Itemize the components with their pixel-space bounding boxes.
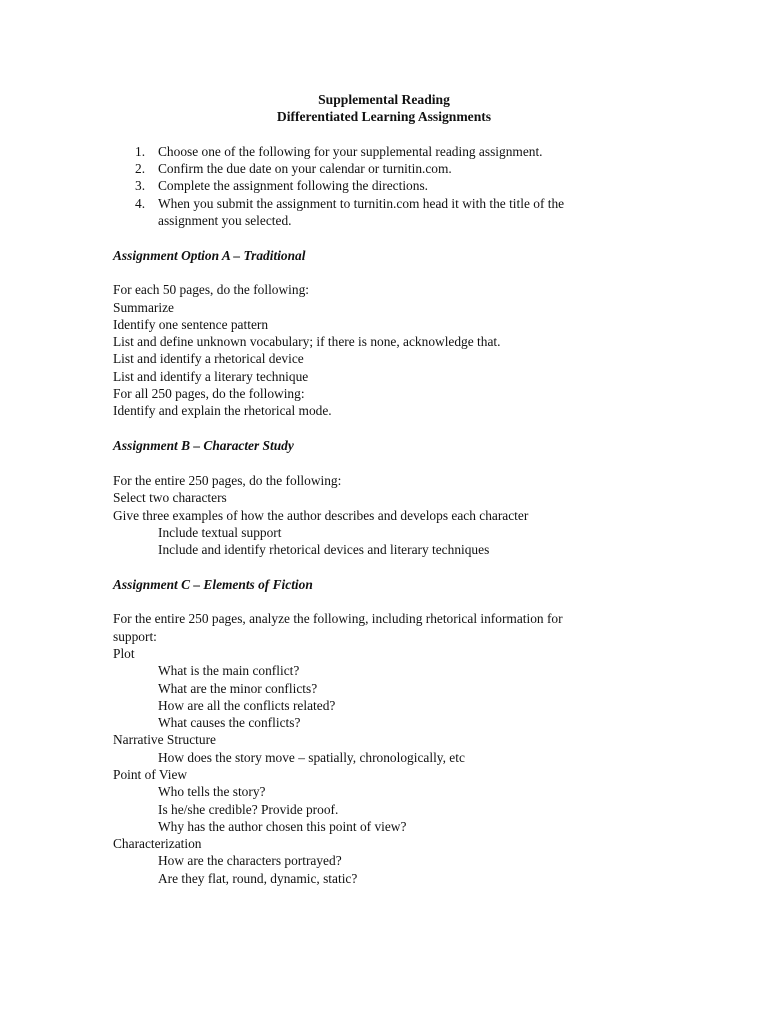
- option-b-line: Give three examples of how the author describes and develops each character: [113, 508, 529, 523]
- section-label-characterization: Characterization: [113, 836, 202, 851]
- option-a-line: List and identify a rhetorical device: [113, 351, 304, 366]
- option-a-line: Identify one sentence pattern: [113, 317, 269, 332]
- section-question: What are the minor conflicts?: [158, 681, 318, 696]
- section-question: Why has the author chosen this point of view?: [158, 819, 407, 834]
- instruction-item: Complete the assignment following the directions.: [158, 178, 428, 193]
- instruction-number: 3.: [135, 178, 146, 193]
- option-b-subline: Include textual support: [158, 525, 282, 540]
- option-a-line: List and identify a literary technique: [113, 369, 309, 384]
- instruction-number: 1.: [135, 144, 146, 159]
- section-label-point-of-view: Point of View: [113, 767, 188, 782]
- section-question: How are all the conflicts related?: [158, 698, 336, 713]
- option-a-heading: Assignment Option A – Traditional: [113, 248, 306, 263]
- option-c-intro: For the entire 250 pages, analyze the following, including rhetorical information for: [113, 611, 563, 626]
- option-c-heading: Assignment C – Elements of Fiction: [113, 577, 313, 592]
- option-b-subline: Include and identify rhetorical devices and literary techniques: [158, 542, 490, 557]
- section-label-plot: Plot: [113, 646, 135, 661]
- document-title: Supplemental Reading: [318, 92, 450, 107]
- option-b-line: For the entire 250 pages, do the following:: [113, 473, 342, 488]
- instruction-number: 4.: [135, 196, 146, 211]
- section-question: Who tells the story?: [158, 784, 266, 799]
- option-a-line: Identify and explain the rhetorical mode.: [113, 403, 332, 418]
- option-c-intro: support:: [113, 629, 157, 644]
- instruction-number: 2.: [135, 161, 146, 176]
- option-a-line: List and define unknown vocabulary; if there is none, acknowledge that.: [113, 334, 501, 349]
- instruction-item: When you submit the assignment to turnitin.com head it with the title of the: [158, 196, 565, 211]
- section-label-narrative-structure: Narrative Structure: [113, 732, 216, 747]
- instruction-item: Confirm the due date on your calendar or turnitin.com.: [158, 161, 452, 176]
- document-subtitle: Differentiated Learning Assignments: [276, 109, 492, 124]
- section-question: Are they flat, round, dynamic, static?: [158, 871, 358, 886]
- option-a-line: For all 250 pages, do the following:: [113, 386, 305, 401]
- section-question: What is the main conflict?: [158, 663, 300, 678]
- option-b-line: Select two characters: [113, 490, 227, 505]
- section-question: How are the characters portrayed?: [158, 853, 342, 868]
- instruction-item-continued: assignment you selected.: [158, 213, 292, 228]
- instruction-item: Choose one of the following for your supplemental reading assignment.: [158, 144, 543, 159]
- option-b-heading: Assignment B – Character Study: [113, 438, 294, 453]
- option-a-line: For each 50 pages, do the following:: [113, 282, 309, 297]
- option-a-line: Summarize: [113, 300, 174, 315]
- section-question: What causes the conflicts?: [158, 715, 301, 730]
- section-question: How does the story move – spatially, chronologically, etc: [158, 750, 465, 765]
- section-question: Is he/she credible? Provide proof.: [158, 802, 339, 817]
